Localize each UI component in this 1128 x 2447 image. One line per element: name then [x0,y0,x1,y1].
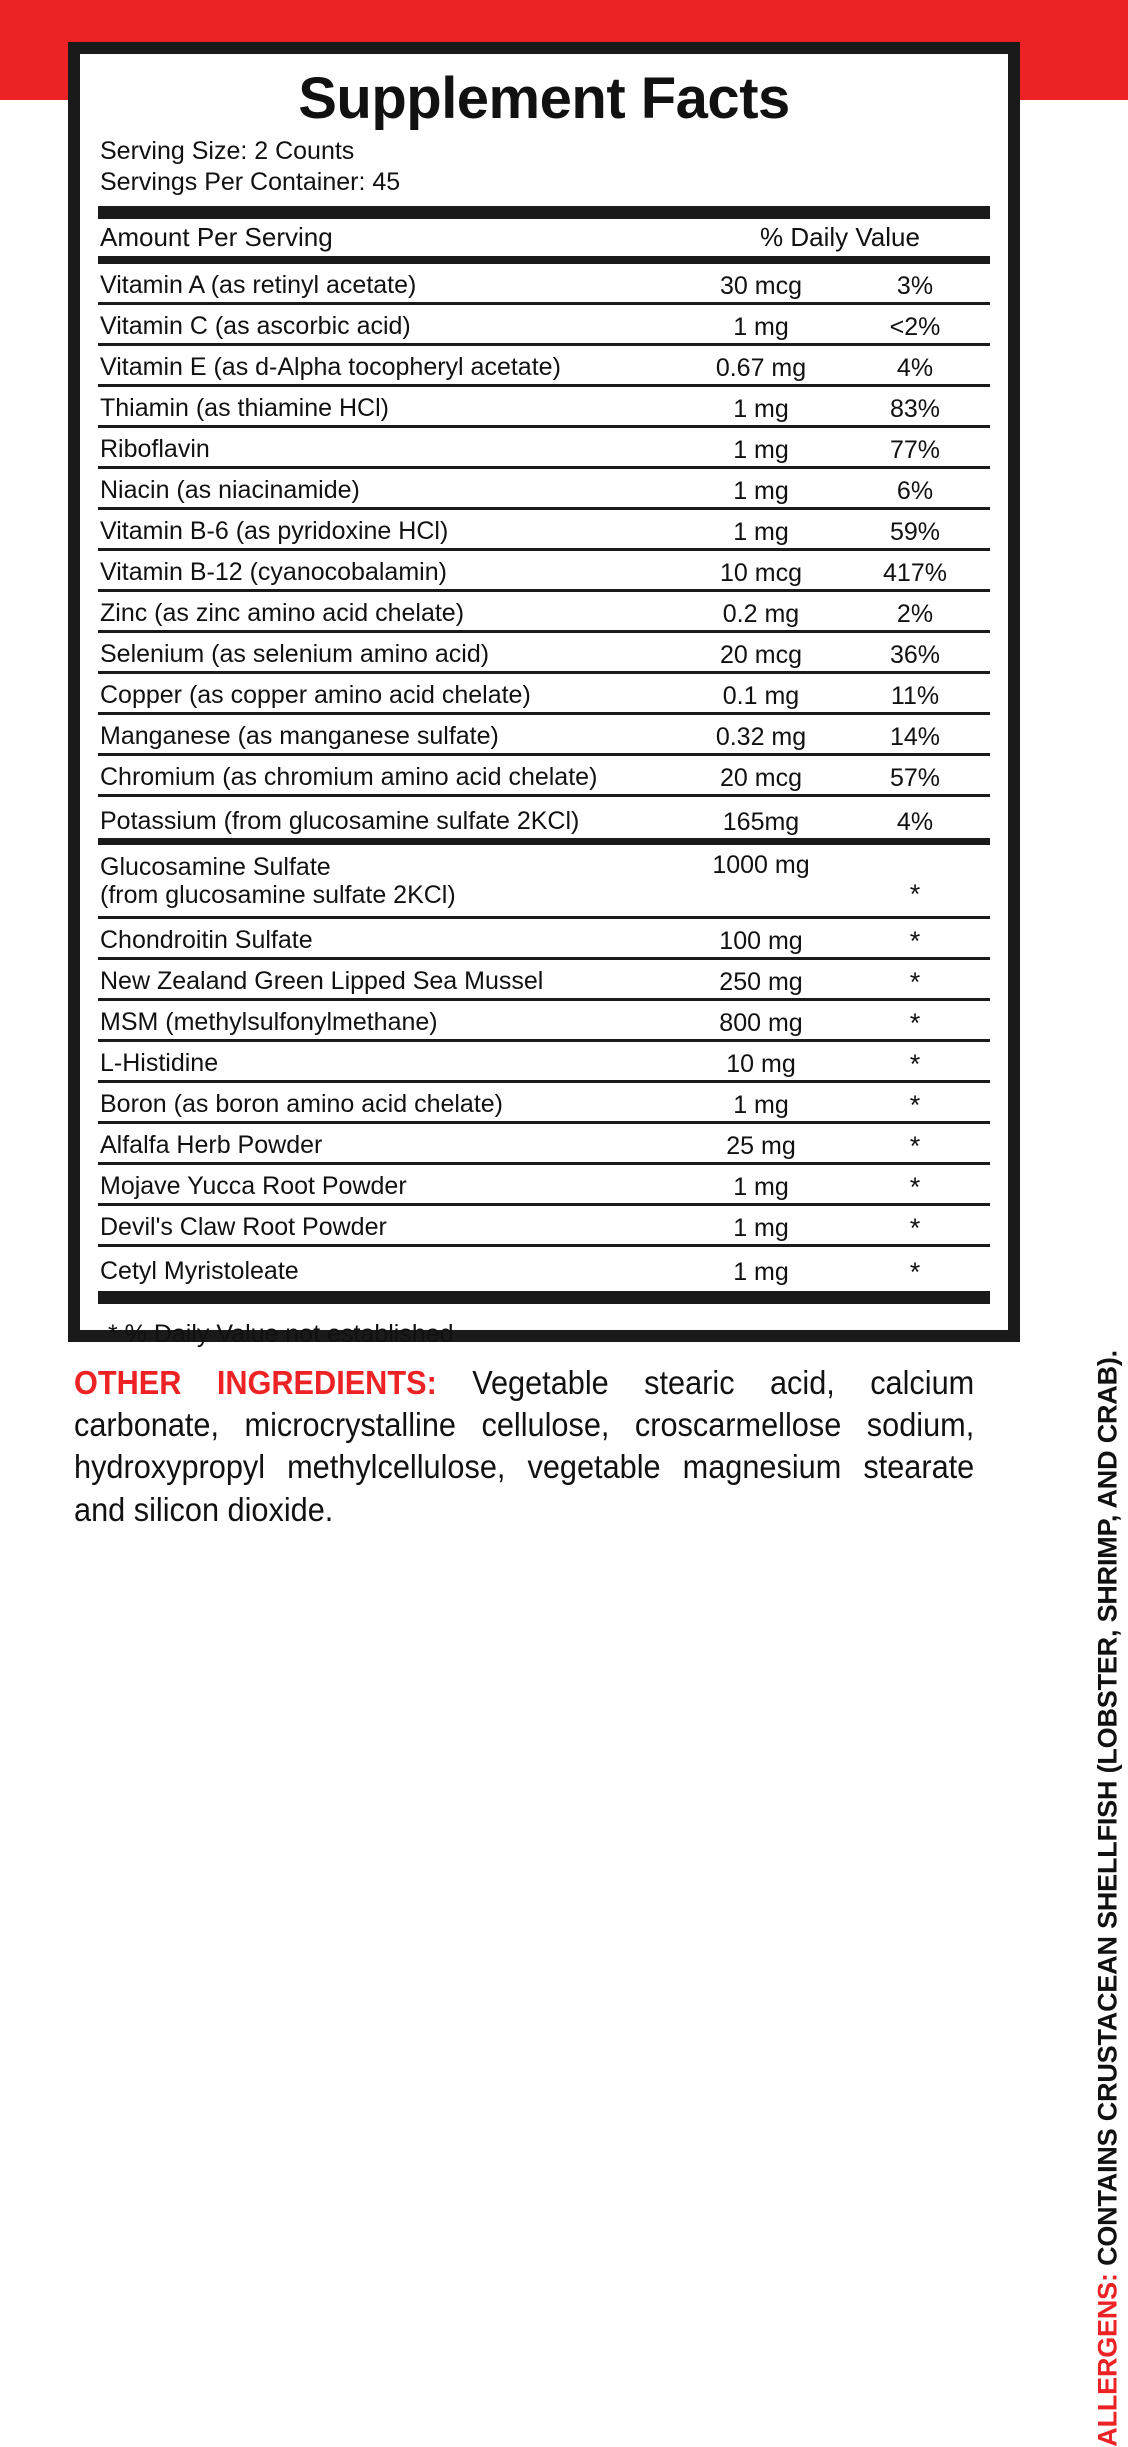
row-daily-value: * [909,1090,921,1120]
glucosamine-line-1: Glucosamine Sulfate [100,852,331,881]
row-daily-value: 57% [889,764,941,792]
row-amount: 1 mg [733,1173,789,1201]
table-row [98,1206,990,1247]
table-row [98,1083,990,1124]
row-amount: 1 mg [733,1091,789,1119]
row-amount-glucosamine: 1000 mg [712,851,810,879]
row-daily-value: 6% [896,477,934,505]
allergen-label: ALLERGENS: [1093,2273,1123,2447]
other-ingredients-block [74,1362,974,1531]
blend-table [98,919,990,1288]
row-name: Zinc (as zinc amino acid chelate) [100,599,465,627]
table-row [98,756,990,797]
row-daily-value: * [909,926,921,956]
row-daily-value: 59% [889,518,941,546]
table-row [98,715,990,756]
row-amount: 0.32 mg [715,723,807,751]
table-row-glucosamine [98,845,990,919]
row-dv-glucosamine: * [909,879,921,909]
table-header-row [98,219,990,256]
row-name: Vitamin B-12 (cyanocobalamin) [100,558,447,586]
row-name: Copper (as copper amino acid chelate) [100,681,531,709]
row-name: Vitamin C (as ascorbic acid) [100,312,411,340]
table-row [98,592,990,633]
other-ingredients-heading: OTHER INGREDIENTS: [74,1364,437,1401]
table-row [98,387,990,428]
row-name: Vitamin B-6 (as pyridoxine HCl) [100,517,449,545]
row-daily-value: * [909,1257,921,1287]
table-row [98,551,990,592]
divider-med-under-header [98,256,990,264]
row-daily-value: * [909,967,921,997]
row-daily-value: 2% [896,600,934,628]
header-daily-value: % Daily Value [760,222,920,252]
row-amount: 1 mg [733,518,789,546]
row-amount: 250 mg [719,968,803,996]
row-amount: 1 mg [733,436,789,464]
table-row [98,960,990,1001]
row-daily-value: 83% [889,395,941,423]
table-row [98,1001,990,1042]
row-name: Boron (as boron amino acid chelate) [100,1090,504,1118]
table-row [98,633,990,674]
row-amount: 10 mg [726,1050,796,1078]
divider-thick-top [98,206,990,219]
row-name: Selenium (as selenium amino acid) [100,640,490,668]
page-title: Supplement Facts [298,66,790,131]
row-amount: 0.1 mg [722,682,800,710]
row-amount: 20 mcg [720,641,802,669]
supplement-facts-inner [80,54,1008,1348]
row-daily-value: 4% [896,354,934,382]
other-ingredients-body: Vegetable stearic acid, calcium carbonate, microcrystalline cellulose, croscarmellose sodium, hydroxypropyl methylcellulose, vegetable magnesium stearate and silicon dioxide. [74,1364,975,1528]
row-name: Alfalfa Herb Powder [100,1131,323,1159]
row-amount: 800 mg [719,1009,803,1037]
row-amount: 165mg [722,808,800,836]
row-name: L-Histidine [100,1049,219,1077]
row-daily-value: 77% [889,436,941,464]
row-amount: 0.67 mg [715,354,807,382]
row-name: Manganese (as manganese sulfate) [100,722,499,750]
row-name: MSM (methylsulfonylmethane) [100,1008,438,1036]
row-daily-value: 14% [889,723,941,751]
table-row [98,674,990,715]
row-amount: 1 mg [733,477,789,505]
row-amount: 10 mcg [720,559,802,587]
table-row [98,510,990,551]
row-amount: 1 mg [733,1214,789,1242]
row-name: Niacin (as niacinamide) [100,476,360,504]
row-amount: 0.2 mg [722,600,800,628]
table-row [98,1247,990,1288]
row-name: Devil's Claw Root Powder [100,1213,387,1241]
row-name: Potassium (from glucosamine sulfate 2KCl) [100,807,580,835]
row-amount: 100 mg [719,927,803,955]
table-row [98,346,990,387]
servings-per-container-text: Servings Per Container: 45 [100,167,401,196]
row-amount: 30 mcg [720,272,802,300]
row-amount: 1 mg [733,395,789,423]
row-daily-value: 3% [896,272,934,300]
divider-thick-bottom [98,1291,990,1304]
row-daily-value: 11% [890,682,940,710]
row-amount: 25 mg [726,1132,796,1160]
row-name: Riboflavin [100,435,210,463]
row-name: Vitamin E (as d-Alpha tocopheryl acetate) [100,353,561,381]
row-amount: 1 mg [733,1258,789,1286]
vitamins-minerals-table [98,264,990,838]
row-name: Thiamin (as thiamine HCl) [100,394,389,422]
header-amount-per-serving: Amount Per Serving [100,222,333,252]
table-row [98,1165,990,1206]
row-name: Chromium (as chromium amino acid chelate) [100,763,598,791]
supplement-facts-panel [68,42,1020,1348]
row-daily-value: 36% [889,641,941,669]
serving-size-text: Serving Size: 2 Counts [100,137,355,165]
allergen-statement [1095,1350,1122,2447]
row-daily-value: 417% [883,559,947,587]
row-name: Vitamin A (as retinyl acetate) [100,271,417,299]
divider-section-blend [98,838,990,845]
table-row [98,797,990,838]
row-name: Cetyl Myristoleate [100,1257,299,1285]
row-daily-value: <2% [889,313,941,341]
table-row [98,1042,990,1083]
table-row [98,469,990,510]
row-daily-value: * [909,1213,921,1243]
table-row [98,1124,990,1165]
allergen-text: CONTAINS CRUSTACEAN SHELLFISH (LOBSTER, SHRIMP, AND CRAB). [1093,1350,1123,2274]
glucosamine-line-2: (from glucosamine sulfate 2KCl) [100,880,456,909]
row-daily-value: * [909,1008,921,1038]
row-name: New Zealand Green Lipped Sea Mussel [100,967,544,995]
daily-value-footnote: * % Daily Value not established [108,1320,454,1348]
table-row [98,305,990,346]
row-name: Mojave Yucca Root Powder [100,1172,407,1200]
row-name-glucosamine [100,847,682,916]
row-daily-value: * [909,1049,921,1079]
row-name: Chondroitin Sulfate [100,926,313,954]
row-daily-value: * [909,1172,921,1202]
table-row [98,428,990,469]
table-row [98,919,990,960]
row-amount: 1 mg [733,313,789,341]
table-row [98,264,990,305]
row-amount: 20 mcg [720,764,802,792]
row-daily-value: * [909,1131,921,1161]
row-daily-value: 4% [896,808,934,836]
